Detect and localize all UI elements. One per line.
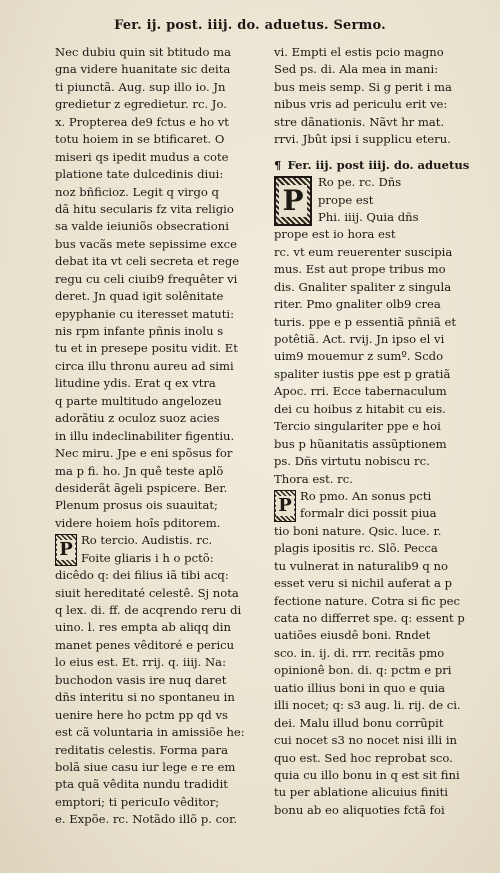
text-line: illi nocet; q: s3 aug. li. rij. de ci. <box>274 698 461 713</box>
text-line: riter. Pmo gnaliter olb9 crea <box>274 297 441 312</box>
text-line: dñs interitu si no spontaneu in <box>55 690 235 705</box>
text-line: noz bñficioz. Legit q virgo q <box>55 184 219 199</box>
text-line: e. Expõe. rc. Notãdo illõ p. cor. <box>55 812 238 827</box>
text-line: litudine ydis. Erat q ex vtra <box>55 376 216 391</box>
text-line: q parte multitudo angelozeu <box>55 393 222 408</box>
text-line: Sed ps. di. Ala mea in mani: <box>274 62 439 77</box>
section-heading-text: Fer. iij. post iiij. do. aduetus <box>287 157 470 172</box>
text-line: prope est <box>318 192 374 207</box>
text-line: dicêdo q: dei filius iã tibi acq: <box>55 568 229 583</box>
text-line: fectione nature. Cotra si fic pec <box>274 593 460 608</box>
text-line: q lex. di. ff. de acqrendo reru di <box>55 603 242 617</box>
text-line: bus vacãs mete sepissime exce <box>55 236 237 251</box>
text-line: bonu ab eo aliquoties fctã foi <box>274 802 445 817</box>
text-line: dis. Gnaliter spaliter z singula <box>274 279 452 294</box>
initial-letter: P <box>59 539 73 561</box>
text-line: desiderãt ãgeli pspicere. Ber. <box>55 480 228 495</box>
text-line: vi. Empti el estis pcio magno <box>274 45 444 59</box>
text-line: rrvi. Jbût ipsi i supplicu eteru. <box>274 132 451 147</box>
text-line: buchodon vasis ire nuq daret <box>55 672 227 687</box>
text-line: mus. Est aut prope tribus mo <box>274 262 446 277</box>
text-line: plagis ipositis rc. Slõ. Pecca <box>274 541 438 556</box>
text-line: emptori; ti pericuIo vêditor; <box>55 794 220 809</box>
text-line: epyphanie cu iteresset matuti: <box>55 306 235 321</box>
text-line: pta quã vêdita nundu tradidit <box>55 777 228 792</box>
text-line: Apoc. rri. Ecce tabernaculum <box>274 384 447 399</box>
text-line: Ro pe. rc. Dñs <box>318 175 402 190</box>
text-line: dei. Malu illud bonu corrũpit <box>274 715 444 730</box>
text-line: nibus vris ad periculu erit ve: <box>274 97 448 112</box>
text-line: quia cu illo bonu in q est sit fini <box>274 767 460 782</box>
text-line: lo eius est. Et. rrij. q. iiij. Na: <box>55 655 226 670</box>
text-line: opinionê bon. di. q: pctm e pri <box>274 663 452 678</box>
right-column <box>274 44 490 819</box>
text-line: Ro pmo. An sonus pcti <box>300 488 432 503</box>
text-line: siuit hereditaté celestê. Sj nota <box>55 585 239 600</box>
text-line: debat ita vt celi secreta et rege <box>55 254 240 269</box>
initial-letter: P <box>279 185 306 217</box>
text-line: Plenum prosus ois suauitat; <box>55 498 218 513</box>
text-line: deret. Jn quad igit solênitate <box>55 289 224 304</box>
text-line: esset veru si nichil auferat a p <box>274 576 452 591</box>
text-line: spaliter iustis ppe est p gratiã <box>274 366 451 381</box>
text-line: Nec miru. Jpe e eni spõsus for <box>55 446 233 461</box>
text-line: stre dãnationis. Nãvt hr mat. <box>274 114 445 129</box>
text-line: dã hitu secularis fz vita religio <box>55 201 234 216</box>
initial-letter: P <box>278 494 292 516</box>
text-line: manet penes vêditoré e pericu <box>55 637 235 652</box>
text-line: tu vulnerat in naturalib9 q no <box>274 558 448 573</box>
text-line: bus meis semp. Si g perit i ma <box>274 79 452 94</box>
text-line: uatiões eiusdê boni. Rndet <box>274 628 431 643</box>
text-line: est cã voluntaria in amissiõe he: <box>55 725 245 740</box>
text-line: videre hoiem hoîs pditorem. <box>55 515 221 530</box>
text-line: bus p hũanitatis assũptionem <box>274 436 447 451</box>
text-line: uino. l. res empta ab aliqq din <box>55 620 231 635</box>
text-line: tu et in presepe positu vidit. Et <box>55 341 238 356</box>
text-line: Tercio singulariter ppe e hoi <box>274 419 441 434</box>
text-line: uatio illius boni in quo e quia <box>274 680 446 695</box>
text-line: potêtiã. Act. rvij. Jn ipso el vi <box>274 332 445 346</box>
text-line: totu hoiem in se btificaret. O <box>55 132 225 147</box>
text-line: bolã siue casu iur lege e re em <box>55 759 236 774</box>
decorated-initial <box>274 490 296 522</box>
text-line: circa illu thronu aureu ad simi <box>55 358 234 373</box>
text-line: cui nocet s3 no nocet nisi illi in <box>274 733 457 748</box>
text-line: tio boni nature. Qsic. luce. r. <box>274 523 442 538</box>
text-line: gredietur z egredietur. rc. Jo. <box>55 97 227 112</box>
text-line: miseri qs ipedit mudus a cote <box>55 149 229 164</box>
left-column <box>55 44 270 829</box>
text-line: tu per ablatione alicuius finiti <box>274 785 449 800</box>
text-line: gna videre huanitate sic deita <box>55 62 231 77</box>
text-line: uim9 mouemur z sumº. Scdo <box>274 349 444 364</box>
decorated-initial <box>274 176 312 226</box>
text-line: Nec dubiu quin sit btitudo ma <box>55 45 232 59</box>
text-line: formalr dici possit piua <box>300 506 437 521</box>
section-heading <box>274 157 490 174</box>
text-line: Ro tercio. Audistis. rc. <box>81 533 213 548</box>
text-line: cata no differret spe. q: essent p <box>274 611 465 625</box>
text-line: sco. in. ij. di. rrr. recitãs pmo <box>274 645 445 660</box>
text-line: ps. Dñs virtutu nobiscu rc. <box>274 454 430 469</box>
text-line: uenire here ho pctm pp qd vs <box>55 707 228 722</box>
text-line: turis. ppe e p essentiã pñniã et <box>274 314 456 329</box>
running-title: Fer. ij. post. iiij. do. aduetus. Sermo. <box>114 18 386 33</box>
paragraph-mark-icon: ¶ <box>274 157 282 172</box>
text-line: rc. vt eum reuerenter suscipia <box>274 244 453 259</box>
text-line: ma p fi. ho. Jn quê teste aplõ <box>55 463 224 478</box>
text-line: Phi. iiij. Quia dñs <box>318 209 419 224</box>
text-line: dei cu hoibus z hitabit cu eis. <box>274 401 446 416</box>
text-line: ti piunctã. Aug. sup illo io. Jn <box>55 79 226 94</box>
text-line: x. Propterea de9 fctus e ho vt <box>55 114 229 129</box>
text-line: adorãtiu z oculoz suoz acies <box>55 411 220 426</box>
text-line: Foite gliaris i h o pctõ: <box>81 550 214 565</box>
text-line: sa valde ieiuniõs obsecrationi <box>55 219 229 234</box>
text-line: prope est io hora est <box>274 227 396 242</box>
text-line: Thora est. rc. <box>274 471 353 486</box>
text-line: in illu indeclinabiliter figentiu. <box>55 428 235 443</box>
text-line: nis rpm infante pñnis inolu s <box>55 324 224 338</box>
text-line: platione tate dulcedinis diui: <box>55 167 224 182</box>
text-line: quo est. Sed hoc reprobat sco. <box>274 750 453 765</box>
text-line: reditatis celestis. Forma para <box>55 742 228 757</box>
text-line: regu cu celi ciuib9 frequêter vi <box>55 271 238 286</box>
decorated-initial <box>55 534 77 566</box>
